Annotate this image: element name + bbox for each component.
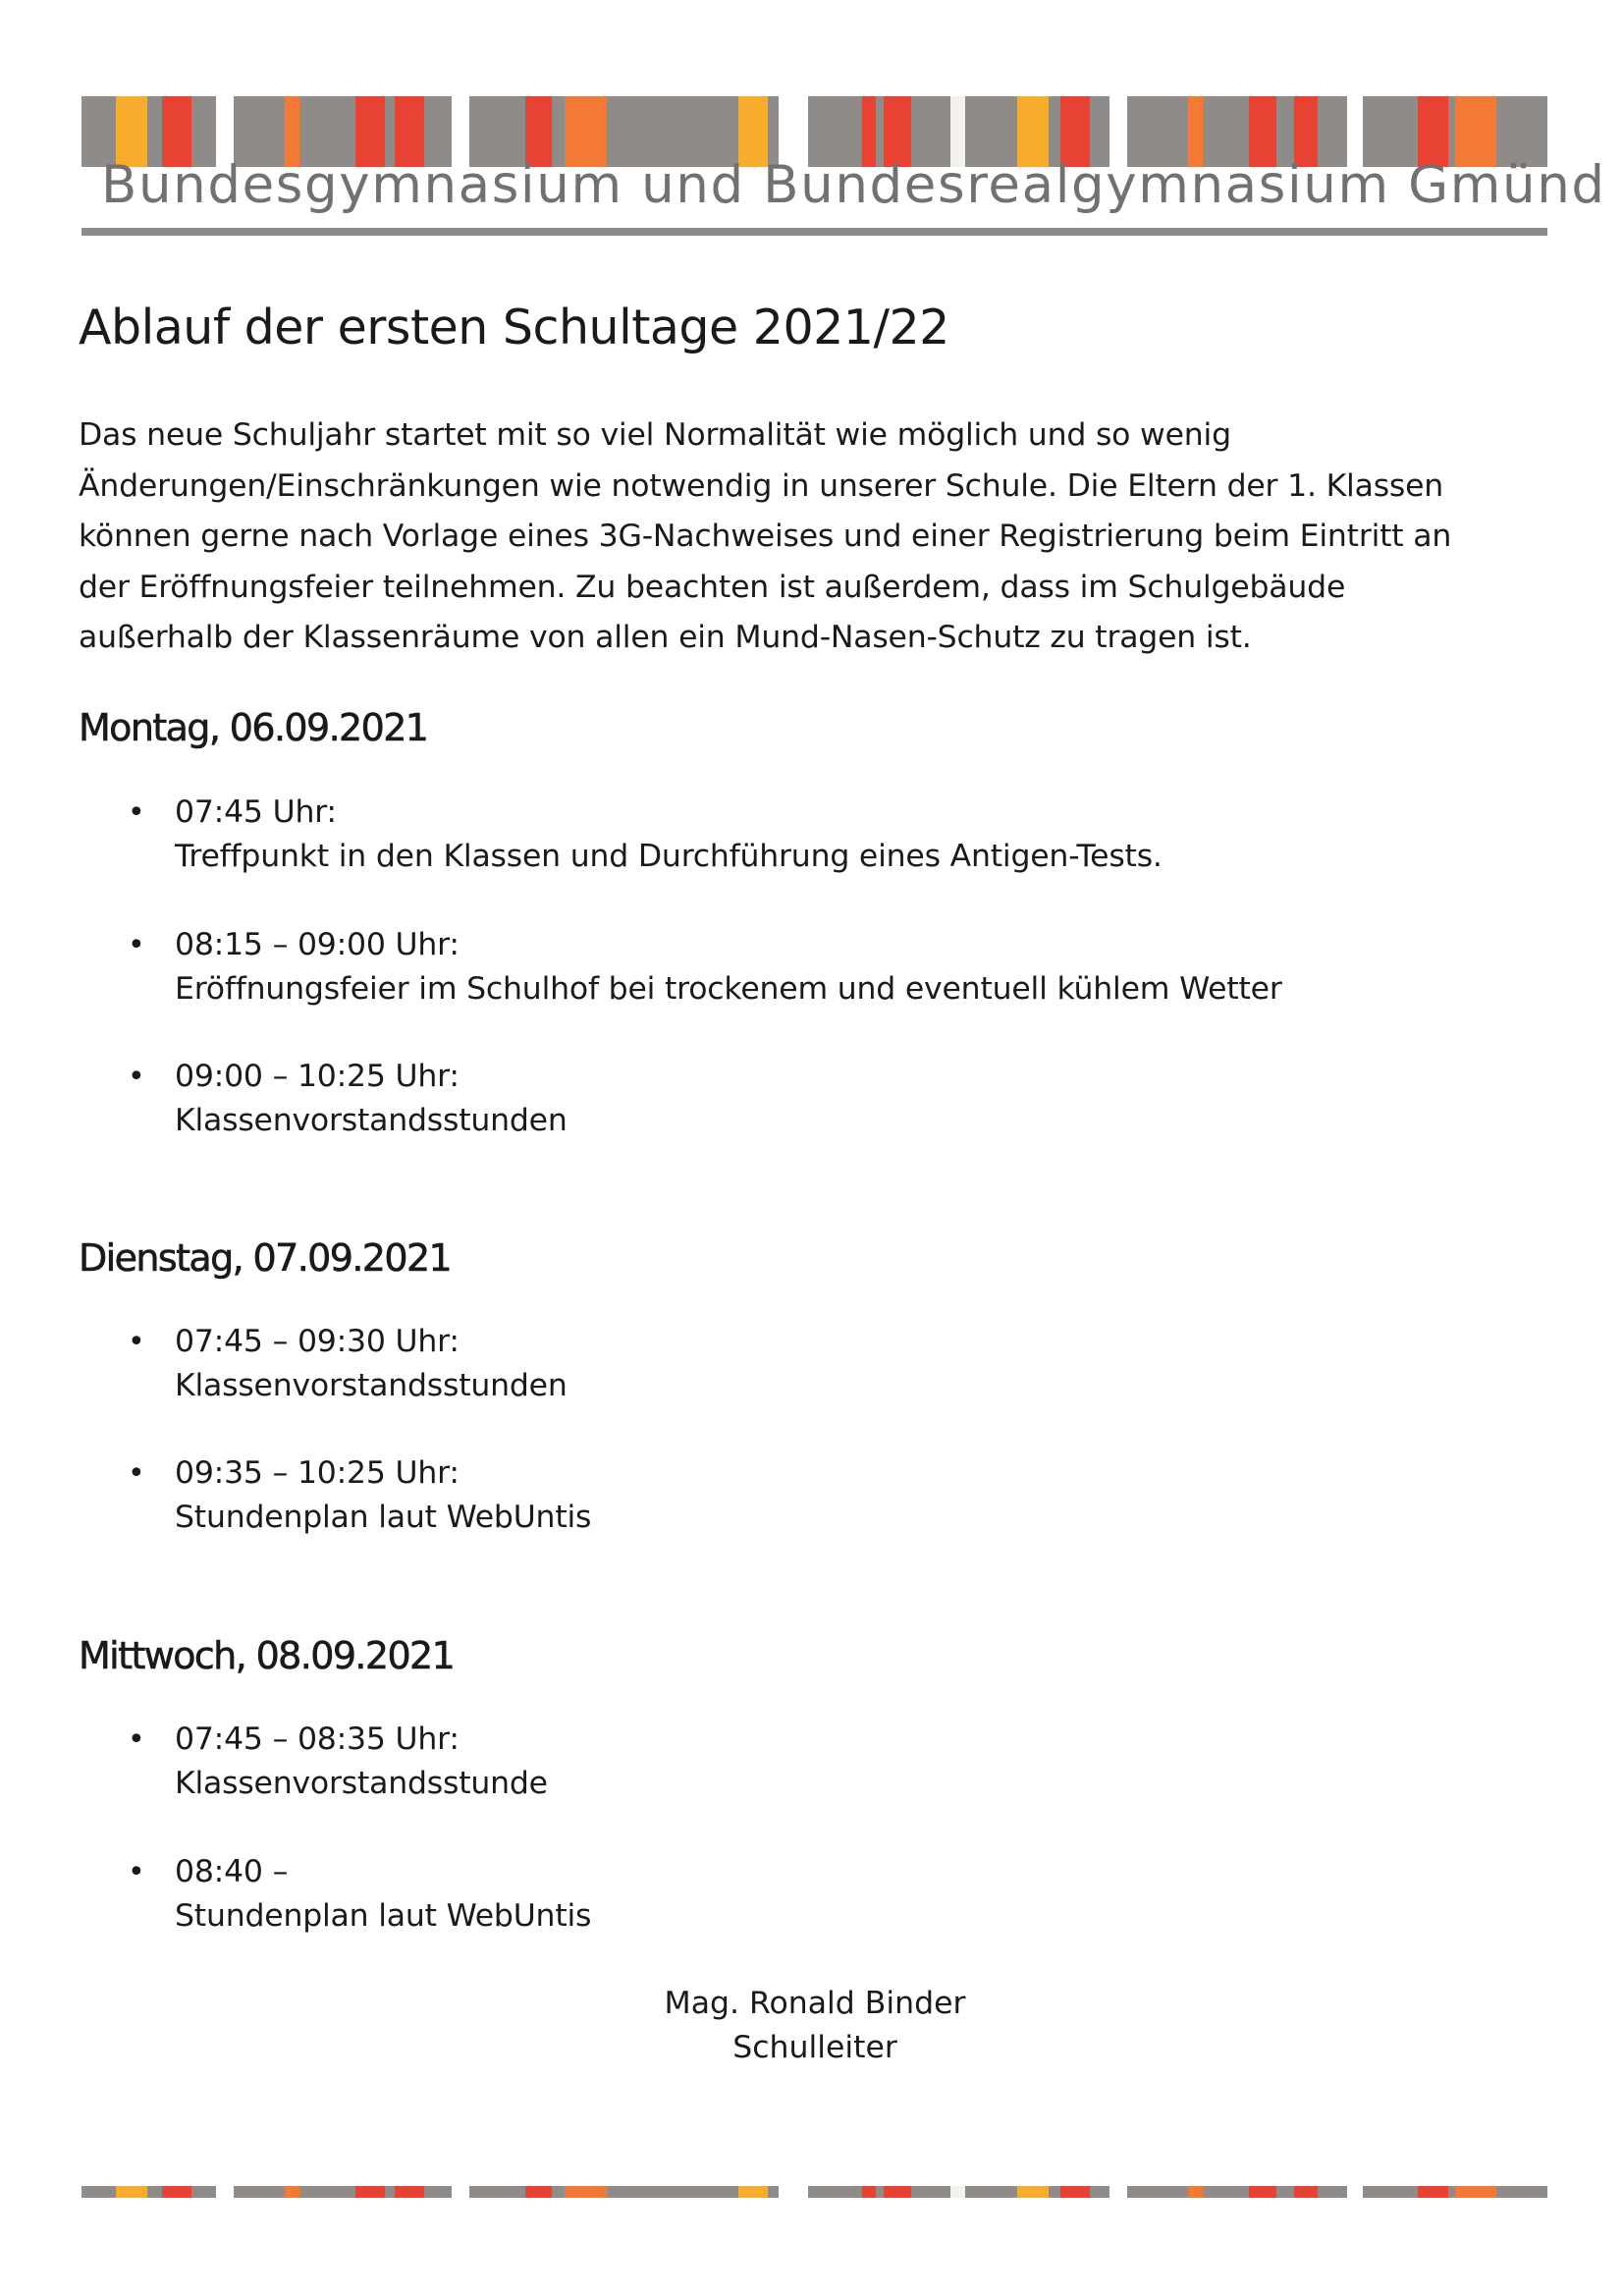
stripe-segment <box>191 2186 216 2198</box>
stripe-segment <box>1060 2186 1090 2198</box>
schedule-entry <box>128 1718 548 1806</box>
stripe-segment <box>565 2186 607 2198</box>
intro-line: der Eröffnungsfeier teilnehmen. Zu beachten ist außerdem, dass im Schulgebäude <box>79 569 1346 605</box>
document-title: Ablauf der ersten Schultage 2021/22 <box>79 300 949 355</box>
entry-description: Klassenvorstandsstunden <box>175 1103 568 1138</box>
bullet-icon: • <box>128 1722 145 1757</box>
schedule-entry <box>128 1055 568 1143</box>
header-divider <box>81 228 1547 236</box>
stripe-segment <box>911 2186 950 2198</box>
bullet-icon: • <box>128 1855 145 1889</box>
entry-description: Stundenplan laut WebUntis <box>175 1500 592 1535</box>
entry-time: 07:45 – 08:35 Uhr: <box>175 1722 460 1757</box>
stripe-segment <box>162 2186 191 2198</box>
intro-line: können gerne nach Vorlage eines 3G-Nachweises und einer Registrierung beim Eintritt an <box>79 519 1452 554</box>
stripe-segment <box>395 2186 424 2198</box>
intro-line: Änderungen/Einschränkungen wie notwendig in unserer Schule. Die Eltern der 1. Klassen <box>79 467 1444 504</box>
stripe-segment <box>768 2186 779 2198</box>
day-heading-wednesday: Mittwoch, 08.09.2021 <box>79 1634 455 1677</box>
schedule-entry <box>128 791 1163 879</box>
stripe-segment <box>1448 2186 1455 2198</box>
schedule-entry <box>128 923 1282 1011</box>
stripe-segment <box>1294 2186 1318 2198</box>
stripe-segment <box>147 2186 162 2198</box>
stripe-segment <box>808 2186 862 2198</box>
schedule-entry <box>128 1320 568 1408</box>
bullet-icon: • <box>128 1325 145 1359</box>
stripe-segment <box>1496 2186 1547 2198</box>
stripe-segment <box>525 2186 552 2198</box>
stripe-segment <box>876 2186 884 2198</box>
signature-name: Mag. Ronald Binder <box>664 1986 966 2021</box>
stripe-segment <box>116 2186 147 2198</box>
entry-time: 08:40 – <box>175 1854 289 1889</box>
stripe-segment <box>1249 2186 1276 2198</box>
stripe-segment <box>1188 2186 1203 2198</box>
stripe-segment <box>1276 2186 1294 2198</box>
stripe-segment <box>469 2186 525 2198</box>
stripe-segment <box>862 2186 876 2198</box>
schedule-entry <box>128 1451 591 1540</box>
entry-description: Stundenplan laut WebUntis <box>175 1898 592 1934</box>
bullet-icon: • <box>128 1456 145 1491</box>
intro-paragraph <box>79 410 1551 664</box>
school-name: Bundesgymnasium und Bundesrealgymnasium Gmünd <box>101 155 1606 215</box>
entry-description: Treffpunkt in den Klassen und Durchführung eines Antigen-Tests. <box>175 839 1163 874</box>
stripe-segment <box>607 2186 738 2198</box>
stripe-segment <box>285 2186 299 2198</box>
stripe-segment <box>1090 2186 1109 2198</box>
entry-time: 07:45 Uhr: <box>175 794 337 830</box>
intro-line: außerhalb der Klassenräume von allen ein Mund-Nasen-Schutz zu tragen ist. <box>79 620 1252 655</box>
stripe-segment <box>1127 2186 1188 2198</box>
stripe-segment <box>1203 2186 1249 2198</box>
stripe-segment <box>81 2186 116 2198</box>
entry-time: 08:15 – 09:00 Uhr: <box>175 927 460 962</box>
bullet-icon: • <box>128 928 145 962</box>
stripe-segment <box>299 2186 355 2198</box>
entry-description: Eröffnungsfeier im Schulhof bei trockenem und eventuell kühlem Wetter <box>175 971 1282 1007</box>
stripe-segment <box>950 2186 965 2198</box>
stripe-segment <box>234 2186 285 2198</box>
entry-time: 09:35 – 10:25 Uhr: <box>175 1455 460 1491</box>
stripe-segment <box>1418 2186 1448 2198</box>
stripe-segment <box>1017 2186 1049 2198</box>
entry-time: 09:00 – 10:25 Uhr: <box>175 1059 460 1094</box>
stripe-segment <box>1318 2186 1347 2198</box>
stripe-segment <box>355 2186 385 2198</box>
signature-role: Schulleiter <box>732 2030 897 2065</box>
stripe-segment <box>965 2186 1017 2198</box>
day-heading-tuesday: Dienstag, 07.09.2021 <box>79 1236 452 1280</box>
stripe-segment <box>1455 2186 1496 2198</box>
entry-time: 07:45 – 09:30 Uhr: <box>175 1324 460 1359</box>
entry-description: Klassenvorstandsstunde <box>175 1766 548 1801</box>
day-heading-monday: Montag, 06.09.2021 <box>79 706 428 749</box>
stripe-segment <box>738 2186 768 2198</box>
stripe-segment <box>424 2186 452 2198</box>
stripe-segment <box>385 2186 395 2198</box>
stripe-segment <box>1049 2186 1060 2198</box>
stripe-segment <box>884 2186 911 2198</box>
bullet-icon: • <box>128 1060 145 1094</box>
schedule-entry <box>128 1850 591 1939</box>
intro-line: Das neue Schuljahr startet mit so viel Normalität wie möglich und so wenig <box>79 417 1231 453</box>
entry-description: Klassenvorstandsstunden <box>175 1368 568 1403</box>
stripe-segment <box>552 2186 565 2198</box>
bullet-icon: • <box>128 795 145 830</box>
stripe-segment <box>1363 2186 1418 2198</box>
signature-block <box>589 1982 1041 2070</box>
